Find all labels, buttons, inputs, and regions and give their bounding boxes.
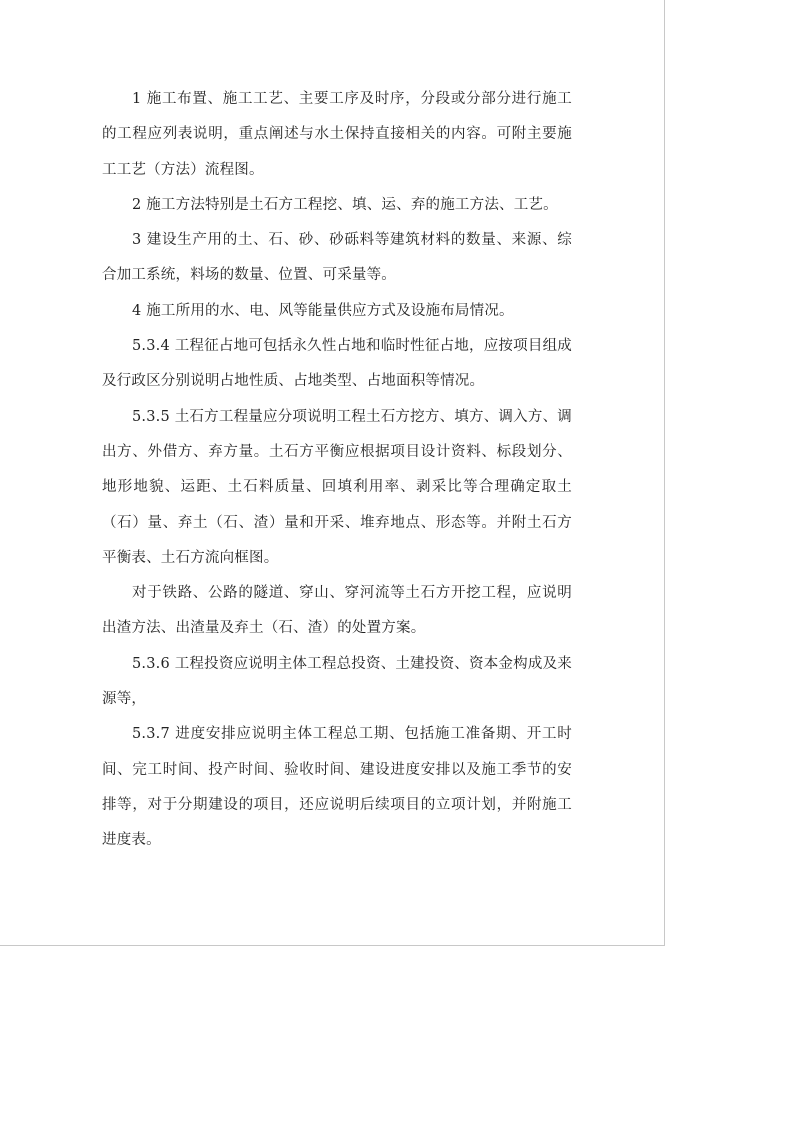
- page-body: [102, 82, 572, 859]
- paragraph-1: 1 施工布置、施工工艺、主要工序及时序，分段或分部分进行施工的工程应列表说明，重点阐述与水土保持直接相关的内容。可附主要施工工艺（方法）流程图。: [102, 91, 572, 178]
- paragraph-3: 3 建设生产用的土、石、砂、砂砾料等建筑材料的数量、来源、综合加工系统，料场的数量、位置、可采量等。: [102, 232, 572, 284]
- paragraph-5-3-4: 5.3.4 工程征占地可包括永久性占地和临时性征占地，应按项目组成及行政区分别说明占地性质、占地类型、占地面积等情况。: [102, 338, 572, 390]
- paragraph-railway-note: 对于铁路、公路的隧道、穿山、穿河流等土石方开挖工程，应说明出渣方法、出渣量及弃土（石、渣）的处置方案。: [102, 585, 572, 637]
- paragraph-5-3-7: 5.3.7 进度安排应说明主体工程总工期、包括施工准备期、开工时间、完工时间、投产时间、验收时间、建设进度安排以及施工季节的安排等，对于分期建设的项目，还应说明后续项目的立项计划，并附施工进度表。: [102, 726, 572, 849]
- paragraph-5-3-6: 5.3.6 工程投资应说明主体工程总投资、土建投资、资本金构成及来源等，: [102, 655, 572, 708]
- paragraph-4: 4 施工所用的水、电、风等能量供应方式及设施布局情况。: [132, 302, 514, 319]
- paragraph-2: 2 施工方法特别是土石方工程挖、填、运、弃的施工方法、工艺。: [132, 196, 558, 213]
- paragraph-5-3-5: 5.3.5 土石方工程量应分项说明工程土石方挖方、填方、调入方、调出方、外借方、弃方量。土石方平衡应根据项目设计资料、标段划分、地形地貌、运距、土石料质量、回填利用率、剥采比等合理确定取土（石）量、弃土（石、渣）量和开采、堆弃地点、形态等。并附土石方平衡表、土石方流向框图。: [102, 408, 572, 566]
